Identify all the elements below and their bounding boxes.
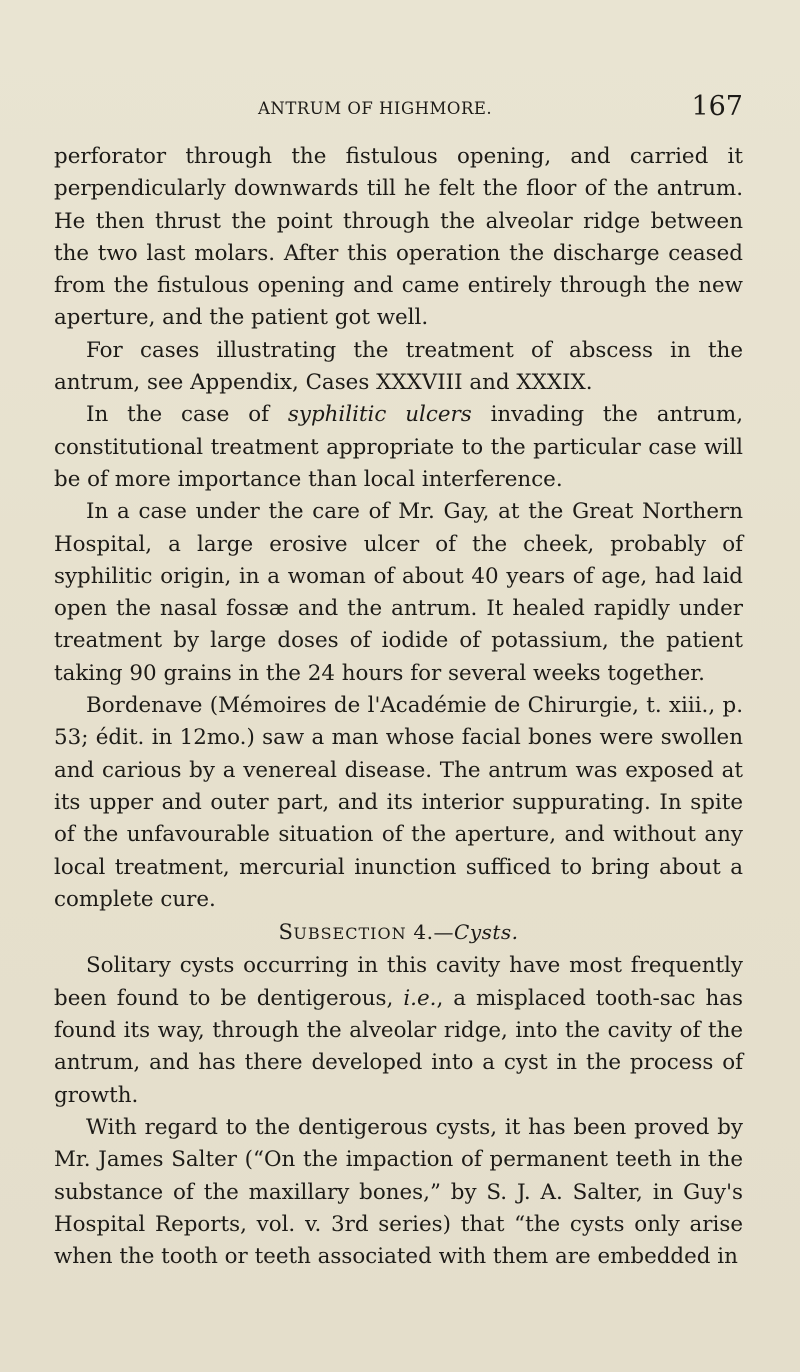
paragraph-syphilitic-ulcers — [54, 399, 743, 496]
text-run: , a misplaced tooth-sac has found its way, through the alveolar ridge, into the cavity of the antrum, and has there developed into a cyst in the process of growth. — [54, 985, 743, 1108]
subsection-initial: S — [278, 920, 294, 945]
subsection-smallcaps: UBSECTION — [293, 924, 407, 944]
paragraph-bordenave: Bordenave (Mémoires de l'Académie de Chirurgie, t. xiii., p. 53; édit. in 12mo.) saw a man whose facial bones were swollen and carious by a venereal disease. The antrum was exposed at its upper and outer part, and its interior suppurating. In spite of the unfavourable situation of the aperture, and without any local treatment, mercurial inunction sufficed to bring about a complete cure. — [54, 693, 743, 912]
text-run: In the case of — [86, 402, 288, 428]
running-title: ANTRUM OF HIGHMORE. — [258, 99, 493, 118]
paragraph-appendix-reference: For cases illustrating the treatment of abscess in the antrum, see Appendix, Cases XXXVIII and XXXIX. — [54, 337, 743, 396]
running-head — [258, 91, 743, 127]
text-run: invading the antrum, constitutional treatment appropriate to the particular case will be of more importance than local interference. — [54, 402, 744, 492]
paragraph-case-mr-gay: In a case under the care of Mr. Gay, at the Great Northern Hospital, a large erosive ulcer of the cheek, probably of syphilitic origin, in a woman of about 40 years of age, had laid open the nasal fossæ and the antrum. It healed rapidly under treatment by large doses of iodide of potassium, the patient taking 90 grains in the 24 hours for several weeks together. — [54, 499, 743, 686]
italic-abbrev: i.e. — [403, 985, 437, 1011]
paragraph-solitary-cysts — [54, 950, 743, 1111]
page-number: 167 — [691, 91, 743, 122]
subsection-number: 4.— — [406, 920, 455, 945]
body-text — [54, 141, 743, 1273]
subsection-title: Cysts. — [454, 920, 519, 945]
paragraph-continued: perforator through the fistulous opening, and carried it perpendicularly downwards till he felt the floor of the antrum. He then thrust the point through the alveolar ridge between the two last molars. After this operation the discharge ceased from the fistulous opening and came entirely through the new aperture, and the patient got well. — [54, 144, 743, 331]
text-run: Solitary cysts occurring in this cavity have most frequently been found to be dentigerous, — [54, 953, 743, 1011]
italic-term: syphilitic ulcers — [287, 402, 472, 428]
paragraph-dentigerous-cysts: With regard to the dentigerous cysts, it has been proved by Mr. James Salter (“On the impaction of permanent teeth in the substance of the maxillary bones,” by S. J. A. Salter, in Guy's Hospital Reports, vol. v. 3rd series) that “the cysts only arise when the tooth or teeth associated with them are embedded in — [54, 1114, 743, 1270]
subsection-heading — [54, 916, 743, 950]
